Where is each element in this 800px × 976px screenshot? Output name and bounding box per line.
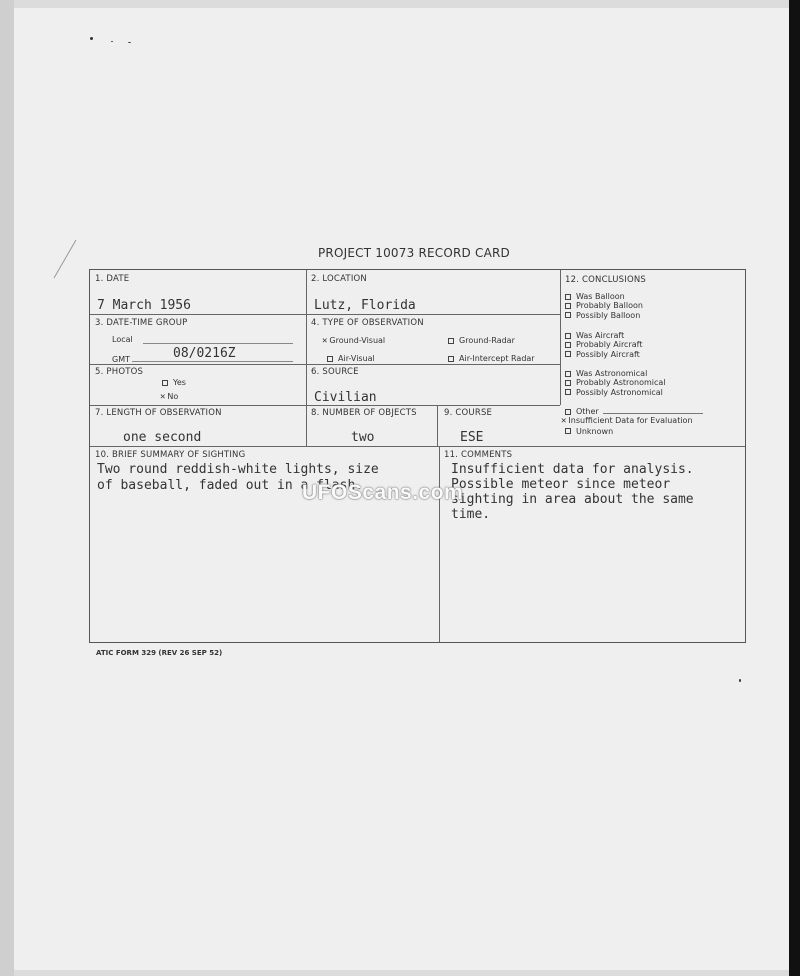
divider <box>90 364 560 365</box>
length-label: 7. LENGTH OF OBSERVATION <box>95 408 222 418</box>
divider <box>90 446 745 447</box>
ground-visual-option <box>322 336 385 346</box>
other-underline <box>603 413 703 414</box>
checkbox <box>565 351 571 357</box>
checkbox <box>448 338 454 344</box>
conclusion-item: Possibly Astronomical <box>576 387 663 397</box>
course-label: 9. COURSE <box>444 408 493 418</box>
scan-speck <box>90 37 93 40</box>
divider <box>90 314 560 315</box>
conclusion-item: Was Astronomical <box>576 369 648 378</box>
comments-line-2: Possible meteor since meteor <box>451 477 671 492</box>
checkbox <box>565 371 571 377</box>
length-value: one second <box>123 430 202 445</box>
ground-visual-label: Ground-Visual <box>329 336 386 345</box>
checkbox <box>162 380 168 386</box>
location-label: 2. LOCATION <box>311 274 367 284</box>
photos-yes-option <box>162 378 186 387</box>
conclusion-item: Possibly Balloon <box>576 310 641 320</box>
divider <box>439 446 440 642</box>
checkbox <box>565 294 571 300</box>
objects-value: two <box>351 430 375 445</box>
conclusion-item: Was Balloon <box>576 292 625 301</box>
scan-speck <box>739 679 741 682</box>
checkbox <box>565 380 571 386</box>
form-id: ATIC FORM 329 (REV 26 SEP 52) <box>96 649 223 657</box>
conclusion-item-checked: Insufficient Data for Evaluation <box>568 416 693 426</box>
source-label: 6. SOURCE <box>311 367 359 377</box>
objects-label: 8. NUMBER OF OBJECTS <box>311 408 417 418</box>
checkbox <box>565 342 571 348</box>
checkbox <box>565 312 571 318</box>
air-intercept-label: Air-Intercept Radar <box>459 354 535 363</box>
scan-speck <box>128 42 131 43</box>
comments-line-4: time. <box>451 507 491 522</box>
date-label: 1. DATE <box>95 274 130 284</box>
conclusion-item: Was Aircraft <box>576 331 625 340</box>
conclusions-label: 12. CONCLUSIONS <box>565 275 647 285</box>
gmt-underline <box>132 361 293 362</box>
checkbox <box>565 428 571 434</box>
date-value: 7 March 1956 <box>97 298 191 313</box>
comments-label: 11. COMMENTS <box>444 450 513 460</box>
summary-line-1: Two round reddish-white lights, size <box>97 462 379 477</box>
comments-line-3: sighting in area about the same <box>451 492 694 507</box>
ground-radar-option <box>448 336 515 345</box>
local-underline <box>143 343 293 344</box>
summary-label: 10. BRIEF SUMMARY OF SIGHTING <box>95 450 246 460</box>
scan-edge-right <box>789 0 800 976</box>
conclusion-item: Probably Balloon <box>576 301 643 311</box>
conclusions-other-group <box>561 407 703 436</box>
checkbox <box>565 333 571 339</box>
air-visual-label: Air-Visual <box>338 354 375 363</box>
conclusions-balloon-group <box>565 292 643 320</box>
scan-speck <box>111 41 113 42</box>
divider <box>560 270 561 405</box>
photos-no-option <box>160 392 178 402</box>
location-value: Lutz, Florida <box>314 298 416 313</box>
gmt-label: GMT <box>112 355 130 364</box>
gmt-value: 08/0216Z <box>173 346 236 361</box>
scan-edge-left <box>0 0 14 976</box>
divider <box>437 405 438 446</box>
card-title: PROJECT 10073 RECORD CARD <box>318 246 510 260</box>
air-intercept-option <box>448 354 535 363</box>
conclusion-item: Probably Astronomical <box>576 378 666 388</box>
divider <box>90 405 560 406</box>
checkbox <box>565 409 571 415</box>
pencil-stroke <box>50 238 80 280</box>
conclusion-item: Other <box>576 407 599 416</box>
comments-line-1: Insufficient data for analysis. <box>451 462 694 477</box>
conclusion-item: Unknown <box>576 426 614 436</box>
conclusion-item: Probably Aircraft <box>576 340 643 350</box>
checkbox <box>327 356 333 362</box>
checkbox <box>565 303 571 309</box>
course-value: ESE <box>460 430 484 445</box>
conclusions-aircraft-group <box>565 331 642 359</box>
conclusions-astronomical-group <box>565 369 666 397</box>
air-visual-option <box>327 354 375 363</box>
checked-x-mark: ✕ <box>322 336 328 346</box>
summary-line-2: of baseball, faded out in a flash. <box>97 478 364 493</box>
local-label: Local <box>112 335 133 344</box>
divider <box>306 270 307 446</box>
checkbox <box>565 389 571 395</box>
checkbox <box>448 356 454 362</box>
photos-no-label: No <box>167 392 179 401</box>
source-value: Civilian <box>314 390 377 405</box>
watermark: UFOScans.com <box>302 481 464 504</box>
ground-radar-label: Ground-Radar <box>459 336 515 345</box>
photos-label: 5. PHOTOS <box>95 367 144 377</box>
photos-yes-label: Yes <box>173 378 186 387</box>
conclusion-item: Possibly Aircraft <box>576 349 640 359</box>
checked-x-mark: ✕ <box>561 416 567 427</box>
dtg-label: 3. DATE-TIME GROUP <box>95 318 188 328</box>
checked-x-mark: ✕ <box>160 392 166 402</box>
observation-type-label: 4. TYPE OF OBSERVATION <box>311 318 424 328</box>
